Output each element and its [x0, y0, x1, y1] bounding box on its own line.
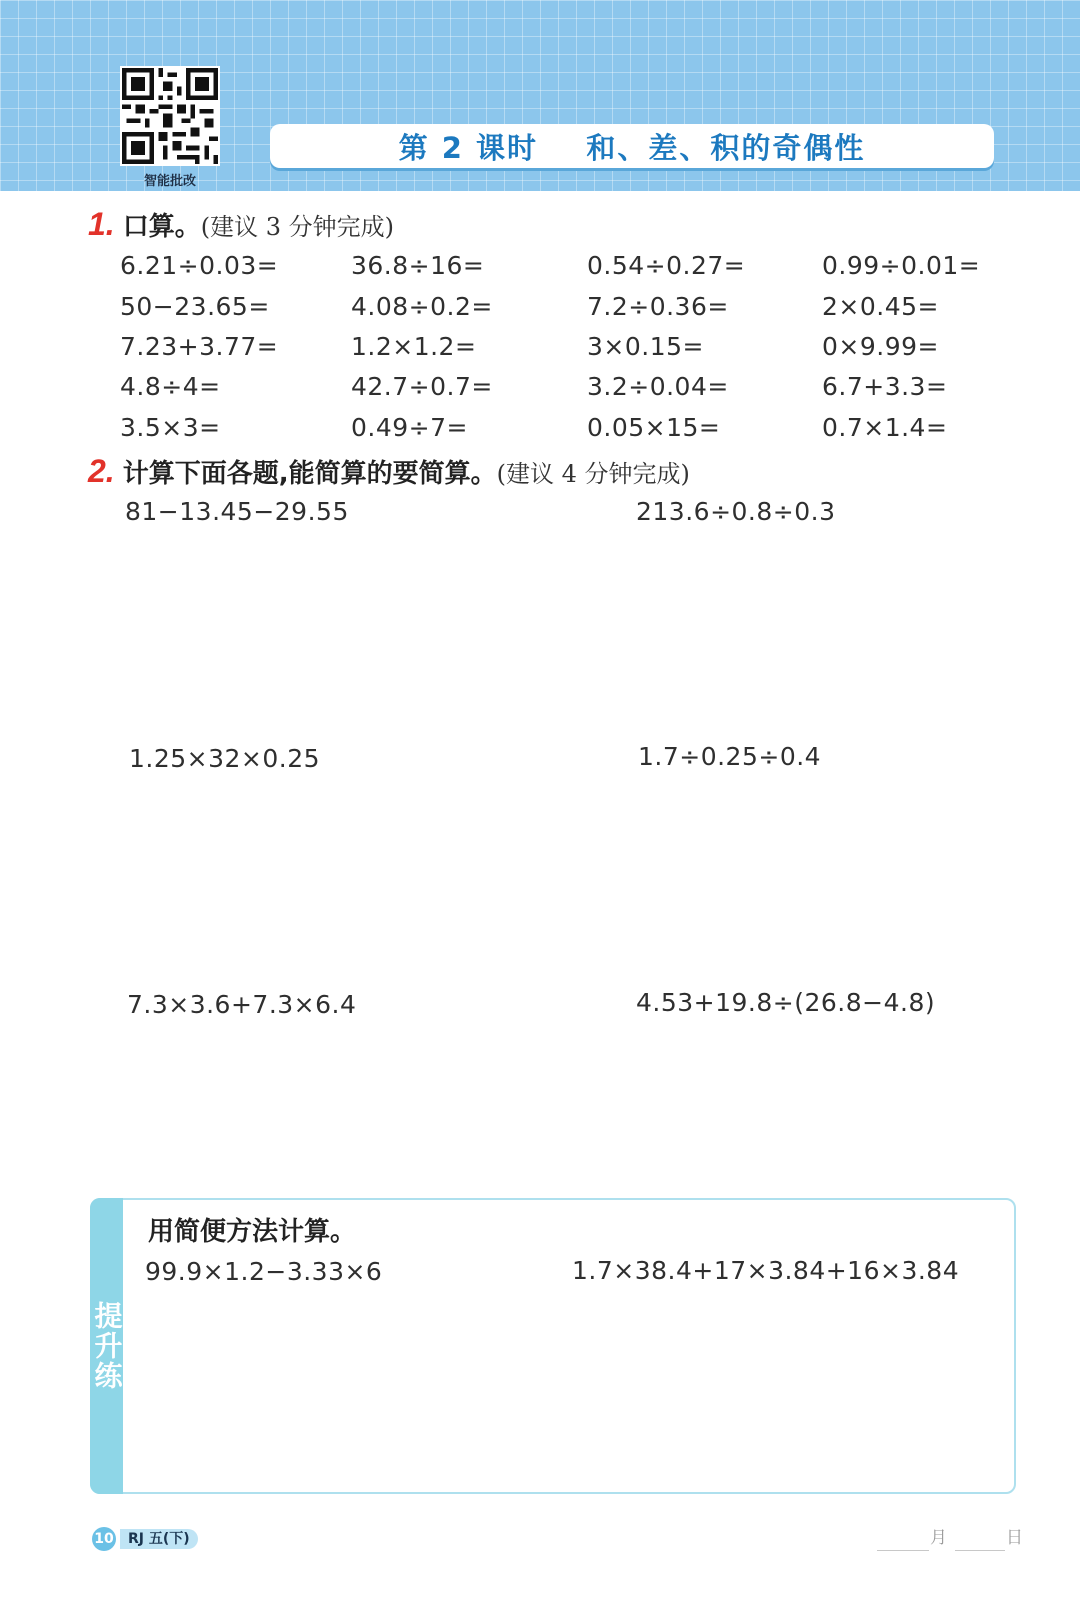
q1-item: 0.7×1.4=: [822, 413, 948, 442]
q2-problem: 1.7÷0.25÷0.4: [638, 742, 822, 771]
q1-item: 42.7÷0.7=: [351, 372, 493, 401]
q2-number: 2.: [88, 453, 115, 489]
q1-item: 7.2÷0.36=: [587, 292, 729, 321]
q2-problem: 81−13.45−29.55: [125, 497, 349, 526]
q1-item: 0.05×15=: [587, 413, 721, 442]
qr-label: 智能批改: [143, 174, 196, 189]
q1-item: 3×0.15=: [587, 332, 704, 361]
lesson-title: 第 2 课时 和、差、积的奇偶性: [398, 130, 866, 165]
q2-note: (建议 4 分钟完成): [496, 460, 690, 488]
boost-tab-label: 提升练: [90, 1301, 124, 1391]
q2-problem: 1.25×32×0.25: [129, 744, 321, 773]
q1-item: 3.5×3=: [120, 413, 221, 442]
q1-item: 4.08÷0.2=: [351, 292, 493, 321]
q1-item: 0.54÷0.27=: [587, 251, 746, 280]
q1-item: 50−23.65=: [120, 292, 270, 321]
qr-code-icon[interactable]: [120, 66, 220, 166]
boost-problem: 99.9×1.2−3.33×6: [145, 1257, 383, 1286]
q1-title: [88, 206, 394, 243]
q1-item: 0×9.99=: [822, 332, 939, 361]
q1-number: 1.: [88, 206, 115, 242]
page-number-badge: 10: [92, 1527, 116, 1551]
q2-problem: 4.53+19.8÷(26.8−4.8): [636, 988, 936, 1017]
q1-item: 6.21÷0.03=: [120, 251, 279, 280]
day-label: 日: [1006, 1528, 1023, 1548]
q1-item: 2×0.45=: [822, 292, 939, 321]
month-blank: [877, 1532, 929, 1551]
q1-item: 1.2×1.2=: [351, 332, 477, 361]
q1-item: 7.23+3.77=: [120, 332, 279, 361]
grade-label: RJ 五(下): [120, 1529, 198, 1549]
boost-problem: 1.7×38.4+17×3.84+16×3.84: [572, 1256, 960, 1285]
q2-problem: 213.6÷0.8÷0.3: [636, 497, 836, 526]
q1-item: 6.7+3.3=: [822, 372, 948, 401]
q2-text: 计算下面各题,能简算的要简算。: [122, 459, 497, 489]
q1-item: 3.2÷0.04=: [587, 372, 729, 401]
q1-item: 0.49÷7=: [351, 413, 468, 442]
q1-item: 36.8÷16=: [351, 251, 485, 280]
q1-note: (建议 3 分钟完成): [200, 213, 394, 241]
q1-item: 0.99÷0.01=: [822, 251, 981, 280]
q1-text: 口算。: [122, 212, 201, 242]
boost-heading: 用简便方法计算。: [148, 1217, 357, 1247]
q2-title: [88, 453, 690, 490]
boost-tab: [90, 1198, 123, 1494]
month-label: 月: [930, 1528, 947, 1548]
lesson-title-banner: [270, 124, 994, 168]
q1-item: 4.8÷4=: [120, 372, 221, 401]
q2-problem: 7.3×3.6+7.3×6.4: [127, 990, 357, 1019]
day-blank: [955, 1532, 1005, 1551]
